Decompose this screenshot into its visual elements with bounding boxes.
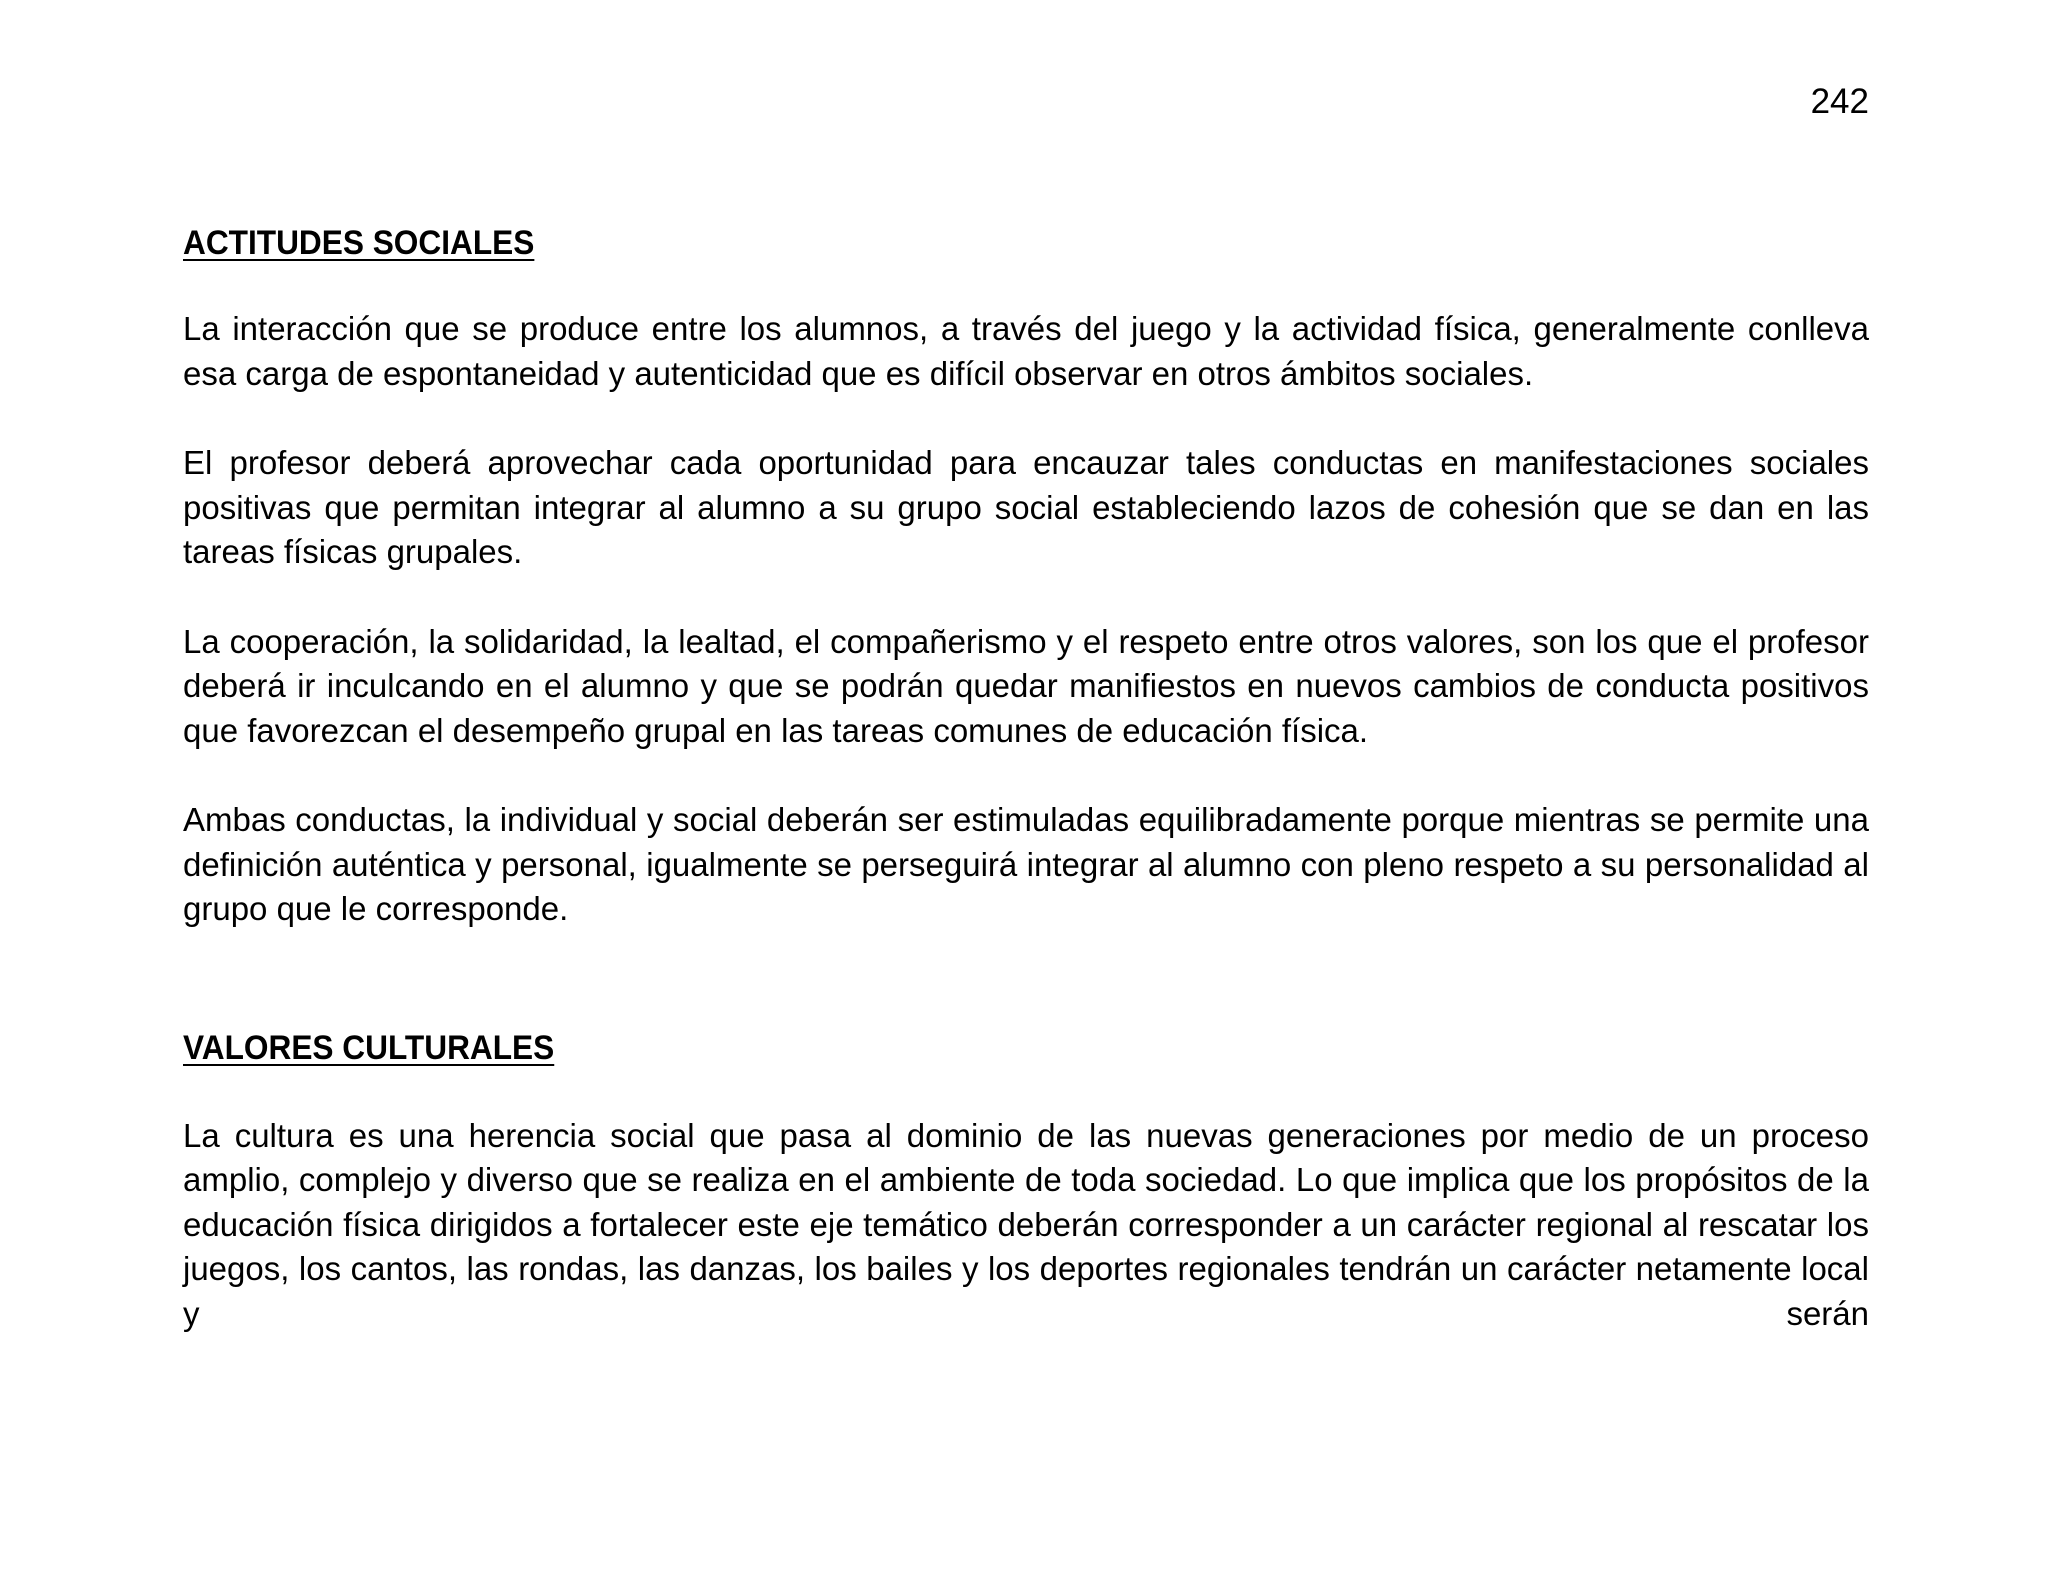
page-number: 242 bbox=[1810, 82, 1869, 121]
paragraph: El profesor deberá aprovechar cada oportunidad para encauzar tales conductas en manifestaciones sociales positivas que permitan integrar al alumno a su grupo social estableciendo lazos de cohesión que se dan en las tareas físicas grupales. bbox=[183, 444, 1869, 570]
page-content bbox=[183, 221, 1869, 1336]
paragraph: Ambas conductas, la individual y social deberán ser estimuladas equilibradamente porque mientras se permite una definición auténtica y personal, igualmente se perseguirá integrar al alumno con pleno respeto a su personalidad al grupo que le corresponde. bbox=[183, 801, 1869, 927]
paragraph: La cooperación, la solidaridad, la lealtad, el compañerismo y el respeto entre otros valores, son los que el profesor deberá ir inculcando en el alumno y que se podrán quedar manifiestos en nuevos cambios de conducta positivos que favorezcan el desempeño grupal en las tareas comunes de educación física. bbox=[183, 622, 1869, 749]
paragraph: La cultura es una herencia social que pasa al dominio de las nuevas generaciones por medio de un proceso amplio, complejo y diverso que se realiza en el ambiente de toda sociedad. Lo que implica que los propósitos de la educación física dirigidos a fortalecer este eje temático deberán corresponder a un carácter regional al rescatar los juegos, los cantos, las rondas, las danzas, los bailes y los deportes regionales tendrán un carácter netamente local y serán bbox=[183, 1116, 1869, 1332]
paragraph: La interacción que se produce entre los alumnos, a través del juego y la actividad física, generalmente conlleva esa carga de espontaneidad y autenticidad que es difícil observar en otros ámbitos sociales. bbox=[183, 310, 1869, 392]
section-heading-actitudes-sociales: ACTITUDES SOCIALES bbox=[183, 224, 535, 262]
section-heading-valores-culturales: VALORES CULTURALES bbox=[183, 1028, 555, 1067]
